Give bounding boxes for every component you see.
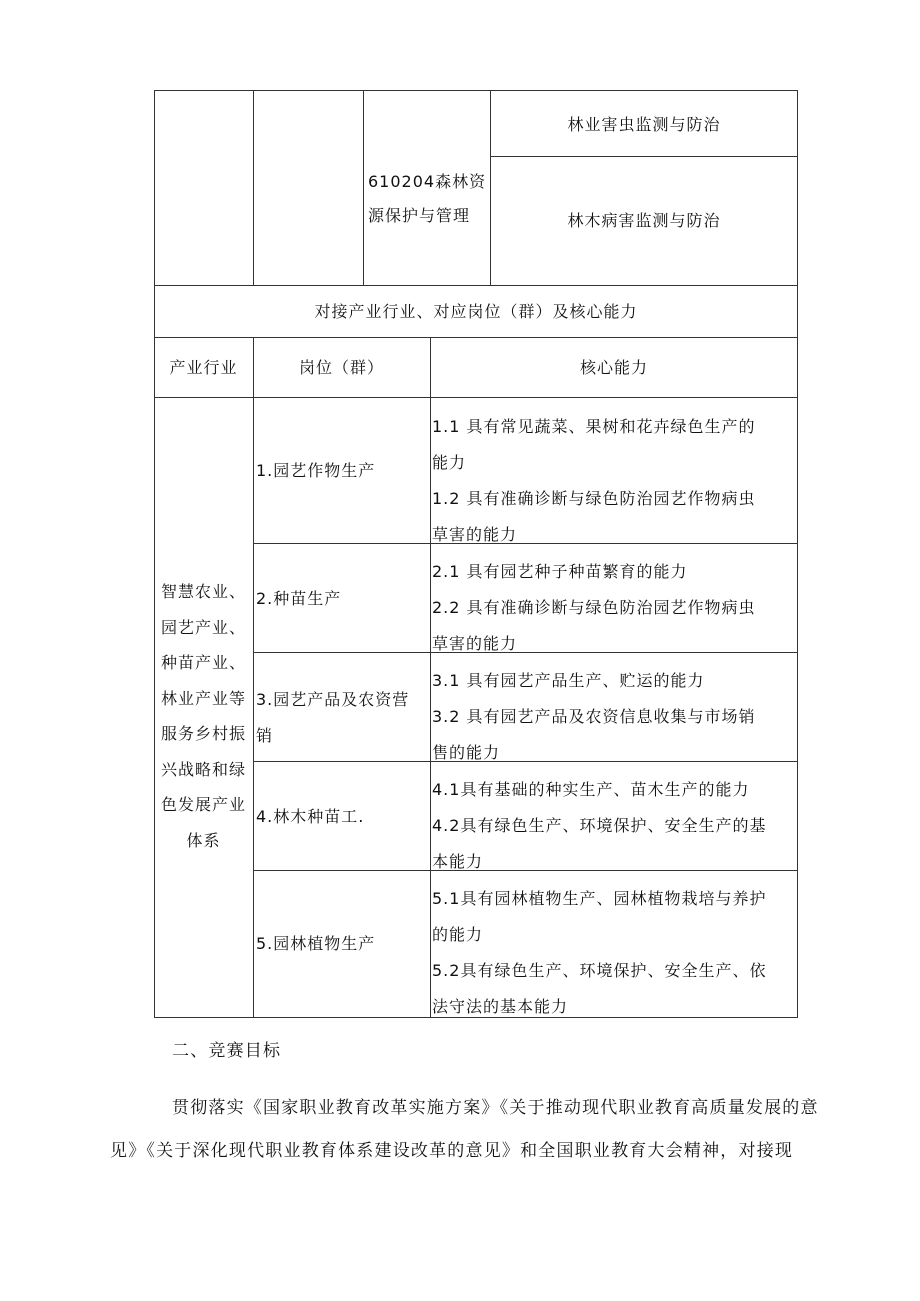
ability-line: 1.1 具有常见蔬菜、果树和花卉绿色生产的 bbox=[432, 417, 756, 436]
program-name bbox=[368, 165, 486, 233]
ability-cell bbox=[432, 772, 766, 880]
header-ability: 核心能力 bbox=[579, 358, 648, 377]
ability-line: 的能力 bbox=[432, 925, 484, 944]
industry-line: 色发展产业 bbox=[160, 795, 246, 814]
position-cell: 5.园林植物生产 bbox=[256, 934, 376, 953]
position-line: 销 bbox=[256, 726, 274, 745]
ability-cell bbox=[432, 409, 756, 553]
ability-cell bbox=[432, 554, 756, 662]
industry-line: 兴战略和绿 bbox=[160, 759, 246, 779]
header-position: 岗位（群） bbox=[298, 358, 384, 377]
ability-line: 5.1具有园林植物生产、园林植物栽培与养护 bbox=[432, 889, 767, 908]
header-industry: 产业行业 bbox=[169, 358, 238, 377]
ability-line: 草害的能力 bbox=[432, 634, 518, 653]
ability-cell bbox=[432, 663, 756, 771]
ability-line: 3.2 具有园艺产品及农资信息收集与市场销 bbox=[432, 707, 756, 726]
position-cell: 4.林木种苗工. bbox=[256, 807, 365, 826]
direction-cell: 林木病害监测与防治 bbox=[567, 211, 721, 230]
ability-line: 法守法的基本能力 bbox=[432, 997, 569, 1016]
ability-line: 本能力 bbox=[432, 852, 484, 871]
ability-line: 3.1 具有园艺产品生产、贮运的能力 bbox=[432, 671, 705, 690]
ability-line: 1.2 具有准确诊断与绿色防治园艺作物病虫 bbox=[432, 489, 756, 508]
ability-line: 2.1 具有园艺种子种苗繁育的能力 bbox=[432, 562, 688, 581]
body-paragraph-line: 贯彻落实《国家职业教育改革实施方案》《关于推动现代职业教育高质量发展的意 bbox=[172, 1098, 819, 1118]
industry-line: 智慧农业、 bbox=[160, 582, 246, 601]
ability-cell bbox=[432, 881, 766, 1025]
ability-line: 草害的能力 bbox=[432, 525, 518, 544]
body-paragraph-line: 见》《关于深化现代职业教育体系建设改革的意见》和全国职业教育大会精神，对接现 bbox=[110, 1141, 794, 1161]
industry-line: 服务乡村振 bbox=[160, 724, 246, 743]
section-heading: 对接产业行业、对应岗位（群）及核心能力 bbox=[314, 302, 638, 321]
goal-heading: 二、竞赛目标 bbox=[172, 1041, 282, 1061]
program-line: 源保护与管理 bbox=[368, 206, 471, 225]
industry-line: 林业产业等 bbox=[160, 688, 246, 708]
ability-line: 能力 bbox=[432, 453, 467, 472]
ability-line: 售的能力 bbox=[432, 743, 501, 762]
industry-line: 种苗产业、 bbox=[160, 653, 246, 672]
ability-line: 2.2 具有准确诊断与绿色防治园艺作物病虫 bbox=[432, 598, 756, 617]
industry-line: 体系 bbox=[186, 830, 221, 850]
industry-line: 园艺产业、 bbox=[160, 617, 246, 637]
direction-cell: 林业害虫监测与防治 bbox=[567, 115, 721, 134]
position-cell: 2.种苗生产 bbox=[256, 589, 342, 608]
position-line: 3.园艺产品及农资营 bbox=[256, 690, 410, 709]
position-cell bbox=[256, 682, 409, 754]
position-cell: 1.园艺作物生产 bbox=[256, 461, 376, 480]
industry-cell bbox=[154, 574, 253, 858]
ability-line: 4.1具有基础的种实生产、苗木生产的能力 bbox=[432, 780, 750, 799]
program-line: 610204森林资 bbox=[368, 172, 487, 191]
ability-line: 5.2具有绿色生产、环境保护、安全生产、依 bbox=[432, 961, 767, 980]
ability-line: 4.2具有绿色生产、环境保护、安全生产的基 bbox=[432, 816, 767, 835]
